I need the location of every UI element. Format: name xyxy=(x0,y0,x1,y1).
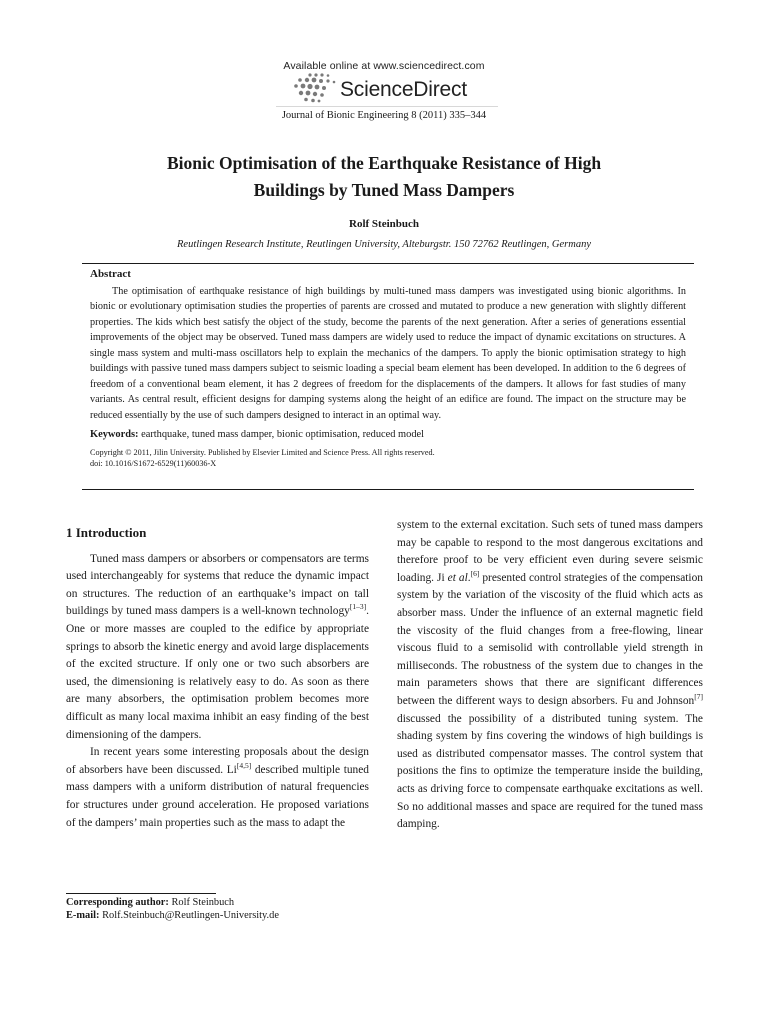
abstract-top-rule xyxy=(82,263,694,264)
intro-p2-text-b: described multiple tuned mass dampers with a uniform distribution of natural frequencies for structures under ground acceleration. He proposed variations of the dampers’ main properties such as the mass to adapt the xyxy=(66,763,369,829)
intro-paragraph-2 xyxy=(66,744,369,832)
abstract-heading: Abstract xyxy=(90,268,131,280)
citation-ref-7: [7] xyxy=(694,692,703,702)
abstract-block xyxy=(90,267,686,469)
copyright-text: Copyright © 2011, Jilin University. Published by Elsevier Limited and Science Press. All rights reserved. xyxy=(90,447,435,457)
left-column xyxy=(66,524,369,832)
email-label: E-mail: xyxy=(66,910,100,921)
footnote-rule xyxy=(66,893,216,894)
right-text-a: system to the external excitation. Such sets of tuned mass dampers may be capable to respond to the most dangerous excitations and therefore proof to be very efficient even during severe seismic loading. Ji xyxy=(397,519,703,584)
right-text-c: presented control strategies of the compensation system by the variation of the viscosity of the fluid which acts as absorber mass. Under the influence of an external magnetic field the viscosity of the fluid changes from a free-flowing, linear viscous fluid to a semisolid with controllable yield strength in milliseconds. The robustness of the system due to changes in the main parameters shows that there are significant differences between the different ways to design absorbers. Fu and Johnson xyxy=(397,571,703,707)
author-name: Rolf Steinbuch xyxy=(349,218,419,230)
et-al-text: et al xyxy=(447,571,468,584)
citation-ref-1-3: [1–3] xyxy=(349,602,367,612)
keywords-line xyxy=(90,427,686,443)
journal-citation: Journal of Bionic Engineering 8 (2011) 335–344 xyxy=(281,110,487,121)
intro-p1-text-b: . One or more masses are coupled to the edifice by appropriate springs to absorb the kinetic energy and avoid large displacements of the excited structure. If only one or two such absorbers are used, the dimensioning is relatively easy to do. As soon as there are many absorbers, the optimisation problem becomes more difficult as many local maxima inhibit an easy finding of the best dimensioning of the dampers. xyxy=(66,605,369,741)
footnote xyxy=(66,896,279,922)
article-title-line-1: Bionic Optimisation of the Earthquake Resistance of High xyxy=(166,153,602,173)
available-online-label: Available online at www.sciencedirect.com xyxy=(283,60,485,72)
doi-text: doi: 10.1016/S1672-6529(11)60036-X xyxy=(90,458,217,468)
citation-ref-4-5: [4,5] xyxy=(236,760,252,770)
intro-paragraph-1 xyxy=(66,551,369,745)
intro-p2-text-a: In recent years some interesting proposals about the design of absorbers have been discussed. Li xyxy=(66,746,369,776)
right-text-d: discussed the possibility of a distributed tuning system. The shading system by fins covering the windows of high buildings is used as distributed compensator masses. The control system that positions the fins to optimize the temperature inside the building, acts as driving force to compensate earthquake excitations as well. So no additional masses and space are required for the tuned mass damping. xyxy=(397,712,703,831)
keywords-label: Keywords: xyxy=(90,429,139,440)
abstract-bottom-rule xyxy=(82,489,694,490)
intro-p1-text-a: Tuned mass dampers or absorbers or compensators are terms used interchangeably for systems that reduce the dynamic impact on structures. The reduction of an earthquake’s impact on tall buildings by tuned mass dampers is a well-known technology xyxy=(66,552,369,618)
corresponding-author-line xyxy=(66,896,279,909)
abstract-body: The optimisation of earthquake resistance of high buildings by multi-tuned mass dampers was investigated using bionic algorithms. In bionic or evolutionary optimisation studies the properties of parents are crossed and mutated to produce a new generation with slightly different properties. The kids which best satisfy the object of the study, become the parents of the next generation. After a series of generations essential improvements of the object may be observed. Tuned mass dampers are widely used to reduce the impact of dynamic excitations on structures. A single mass system and multi-mass oscillators help to explain the mechanics of the dampers. To apply the bionic optimisation strategy to high buildings with passive tuned mass dampers subject to seismic loading a special beam element has been developed. In addition to the 6 degrees of freedom of a conventional beam element, it has 2 degrees of freedom for the displacements of the dampers. It allows for fast studies of many variants. As central result, efficient designs for damping systems along the height of an edifice are found. The impact on the structure may be reduced essentially by the use of such dampers designed to interact in an optimal way. xyxy=(90,285,686,421)
sciencedirect-logo xyxy=(276,70,498,107)
corresponding-author-label: Corresponding author: xyxy=(66,897,169,908)
right-text-b: . xyxy=(467,571,471,584)
corresponding-author-name: Rolf Steinbuch xyxy=(168,897,235,908)
copyright-block xyxy=(90,447,686,469)
sciencedirect-dots-icon xyxy=(290,72,338,104)
article-title-line-2: Buildings by Tuned Mass Dampers xyxy=(253,180,515,200)
section-heading-introduction: 1 Introduction xyxy=(66,525,147,540)
email-line xyxy=(66,909,279,922)
citation-ref-6: [6] xyxy=(470,568,480,578)
sciencedirect-logo-text: ScienceDirect xyxy=(340,78,467,101)
email-address: Rolf.Steinbuch@Reutlingen-University.de xyxy=(99,910,279,921)
keywords-text: earthquake, tuned mass damper, bionic optimisation, reduced model xyxy=(141,429,425,440)
right-column xyxy=(397,517,703,834)
right-column-paragraph xyxy=(397,517,703,834)
article-title xyxy=(84,150,684,204)
author-affiliation: Reutlingen Research Institute, Reutlingen University, Alteburgstr. 150 72762 Reutlingen, Germany xyxy=(177,239,591,250)
